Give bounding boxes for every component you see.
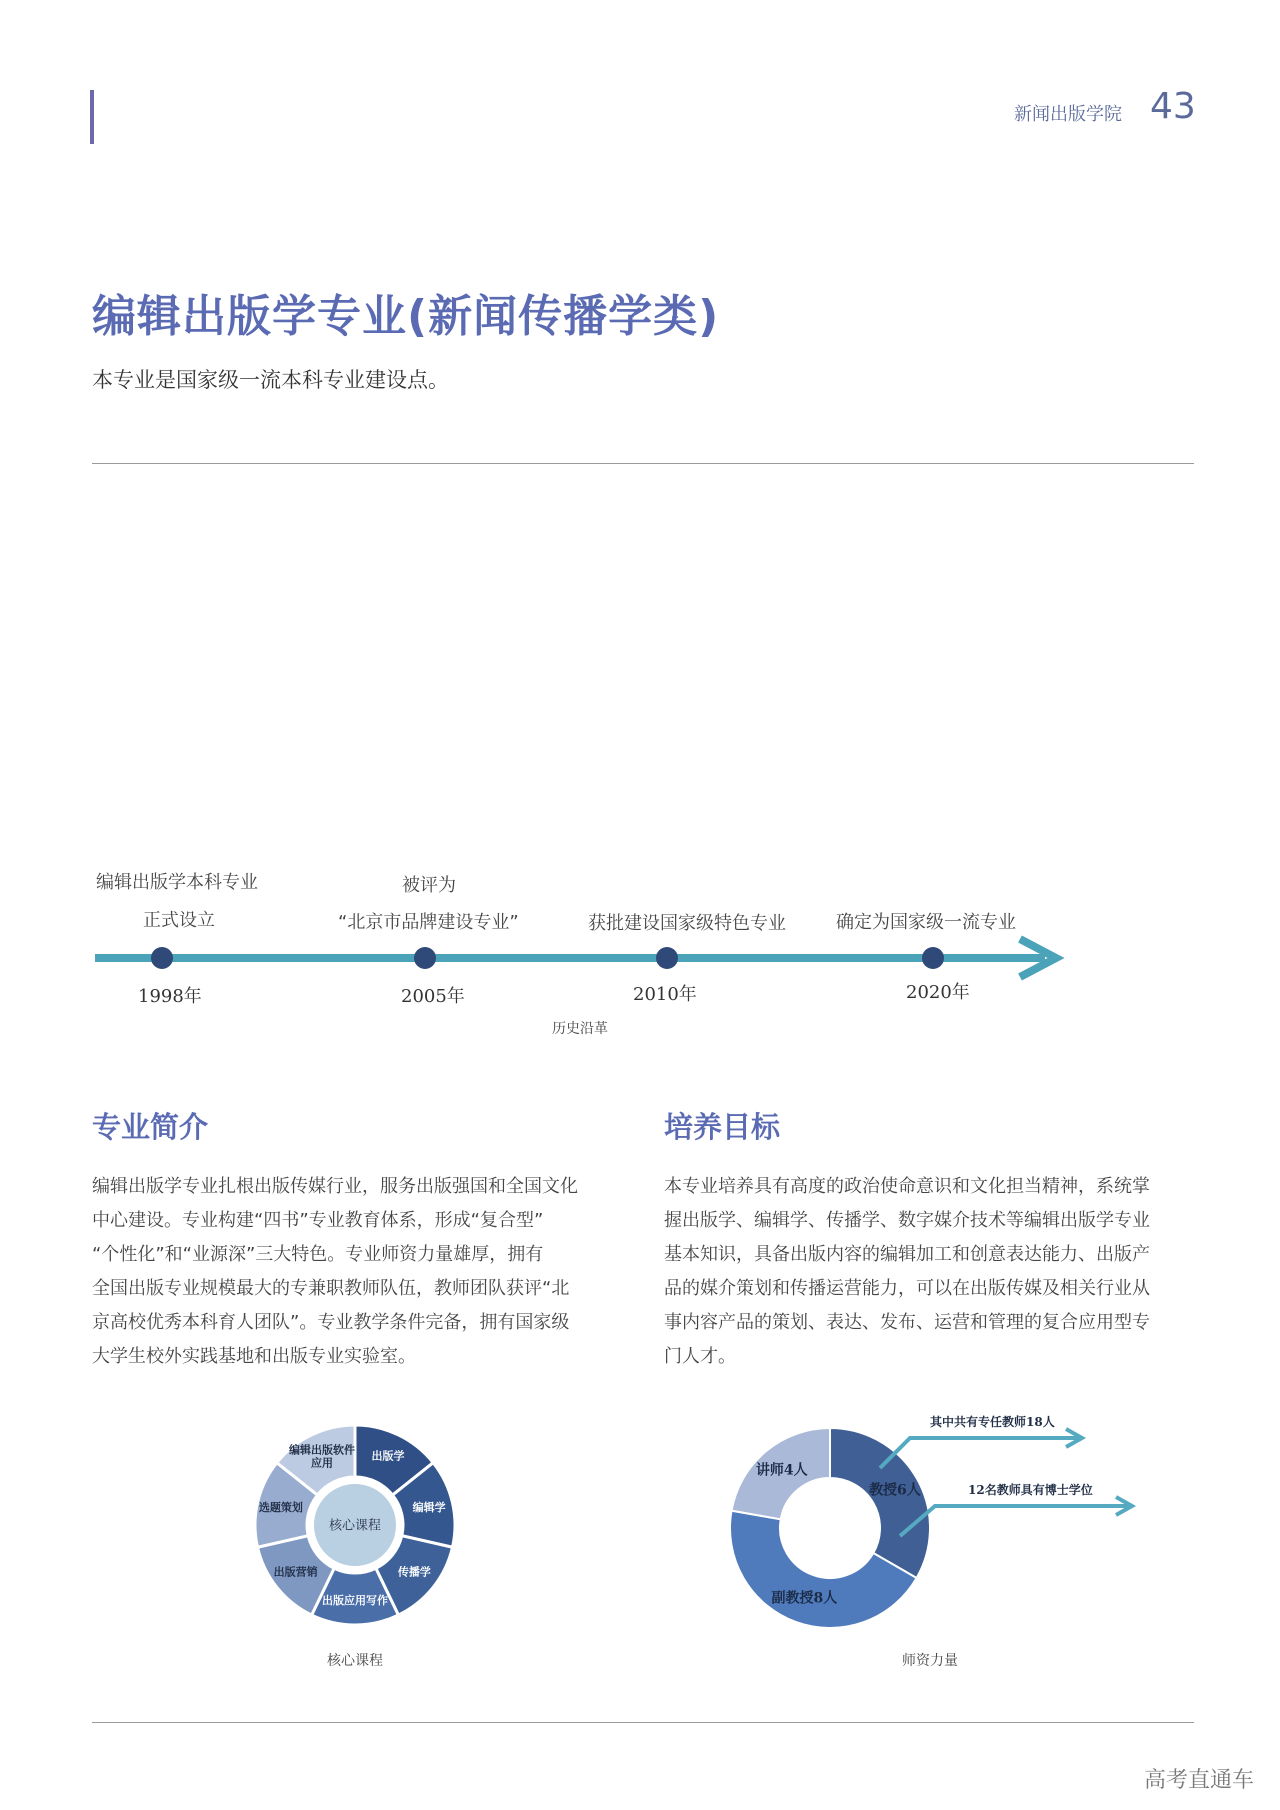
timeline-event-2005-line2: “北京市品牌建设专业” [338,912,519,933]
timeline-event-2020: 确定为国家级一流专业 [836,912,1016,933]
goals-line: 事内容产品的策划、表达、发布、运营和管理的复合应用型专 [664,1312,1150,1333]
intro-line: 大学生校外实践基地和出版专业实验室。 [92,1346,416,1367]
goals-paragraph [664,1170,1196,1374]
intro-line: “个性化”和“业源深”三大特色。专业师资力量雄厚，拥有 [92,1244,544,1265]
top-divider [92,463,1194,464]
faculty-chart [710,1408,1150,1648]
timeline-event-2010: 获批建设国家级特色专业 [588,913,786,934]
goals-line: 品的媒介策划和传播运营能力，可以在出版传媒及相关行业从 [664,1278,1150,1299]
page-title: 编辑出版学专业(新闻传播学类) [92,291,720,342]
timeline-event-2005-line1: 被评为 [402,875,456,896]
goals-heading: 培养目标 [664,1110,781,1144]
faculty-slice-0 [830,1428,930,1578]
course-slice-label: 传播学 [397,1565,431,1579]
course-slice-label: 出版学 [371,1449,405,1463]
core-courses-chart [230,1410,490,1650]
course-slice-label: 选题策划 [258,1501,303,1515]
intro-line: 京高校优秀本科育人团队”。专业教学条件完备，拥有国家级 [92,1312,570,1333]
course-slice-label: 出版应用写作 [322,1594,388,1607]
header-accent-bar [90,90,94,144]
timeline-caption: 历史沿革 [552,1021,608,1037]
timeline-dot-2010 [656,947,678,969]
intro-line: 全国出版专业规模最大的专兼职教师队伍，教师团队获评“北 [92,1278,570,1299]
core-courses-caption: 核心课程 [327,1653,383,1669]
intro-paragraph [92,1170,624,1374]
faculty-slice-label: 副教授8人 [771,1590,838,1607]
timeline-year-1998: 1998年 [138,986,202,1007]
timeline-year-2010: 2010年 [633,984,697,1005]
faculty-slice-label: 教授6人 [869,1482,921,1499]
course-slice-label: 出版营销 [273,1565,318,1579]
course-center-label: 核心课程 [328,1518,382,1534]
faculty-caption: 师资力量 [902,1653,958,1669]
goals-line: 握出版学、编辑学、传播学、数字媒介技术等编辑出版学专业 [664,1210,1150,1231]
goals-line: 门人才。 [664,1346,736,1367]
goals-line: 基本知识，具备出版内容的编辑加工和创意表达能力、出版产 [664,1244,1150,1265]
goals-line: 本专业培养具有高度的政治使命意识和文化担当精神，系统掌 [664,1176,1150,1197]
intro-heading: 专业简介 [92,1110,209,1144]
timeline-event-1998-line1: 编辑出版学本科专业 [96,872,258,893]
course-slice-label: 编辑学 [412,1501,446,1515]
page-number: 43 [1150,86,1196,127]
header-department: 新闻出版学院 [1014,104,1122,125]
timeline-dot-2005 [414,947,436,969]
annotation-arrow [880,1438,1080,1468]
timeline-year-2005: 2005年 [401,986,465,1007]
timeline-dot-2020 [922,947,944,969]
intro-line: 中心建设。专业构建“四书”专业教育体系，形成“复合型” [92,1210,544,1231]
faculty-annotation: 其中共有专任教师18人 [930,1415,1055,1429]
intro-line: 编辑出版学专业扎根出版传媒行业，服务出版强国和全国文化 [92,1176,578,1197]
page-subtitle: 本专业是国家级一流本科专业建设点。 [92,368,449,392]
course-slice-label: 编辑出版软件应用 [289,1443,356,1470]
bottom-divider [92,1722,1194,1723]
watermark-text: 高考直通车 [1143,1768,1254,1793]
timeline-event-1998-line2: 正式设立 [143,910,215,931]
timeline-dot-1998 [151,947,173,969]
faculty-annotation: 12名教师具有博士学位 [968,1483,1093,1497]
faculty-slice-label: 讲师4人 [755,1462,808,1479]
timeline-year-2020: 2020年 [906,982,970,1003]
annotation-arrow [900,1506,1130,1536]
